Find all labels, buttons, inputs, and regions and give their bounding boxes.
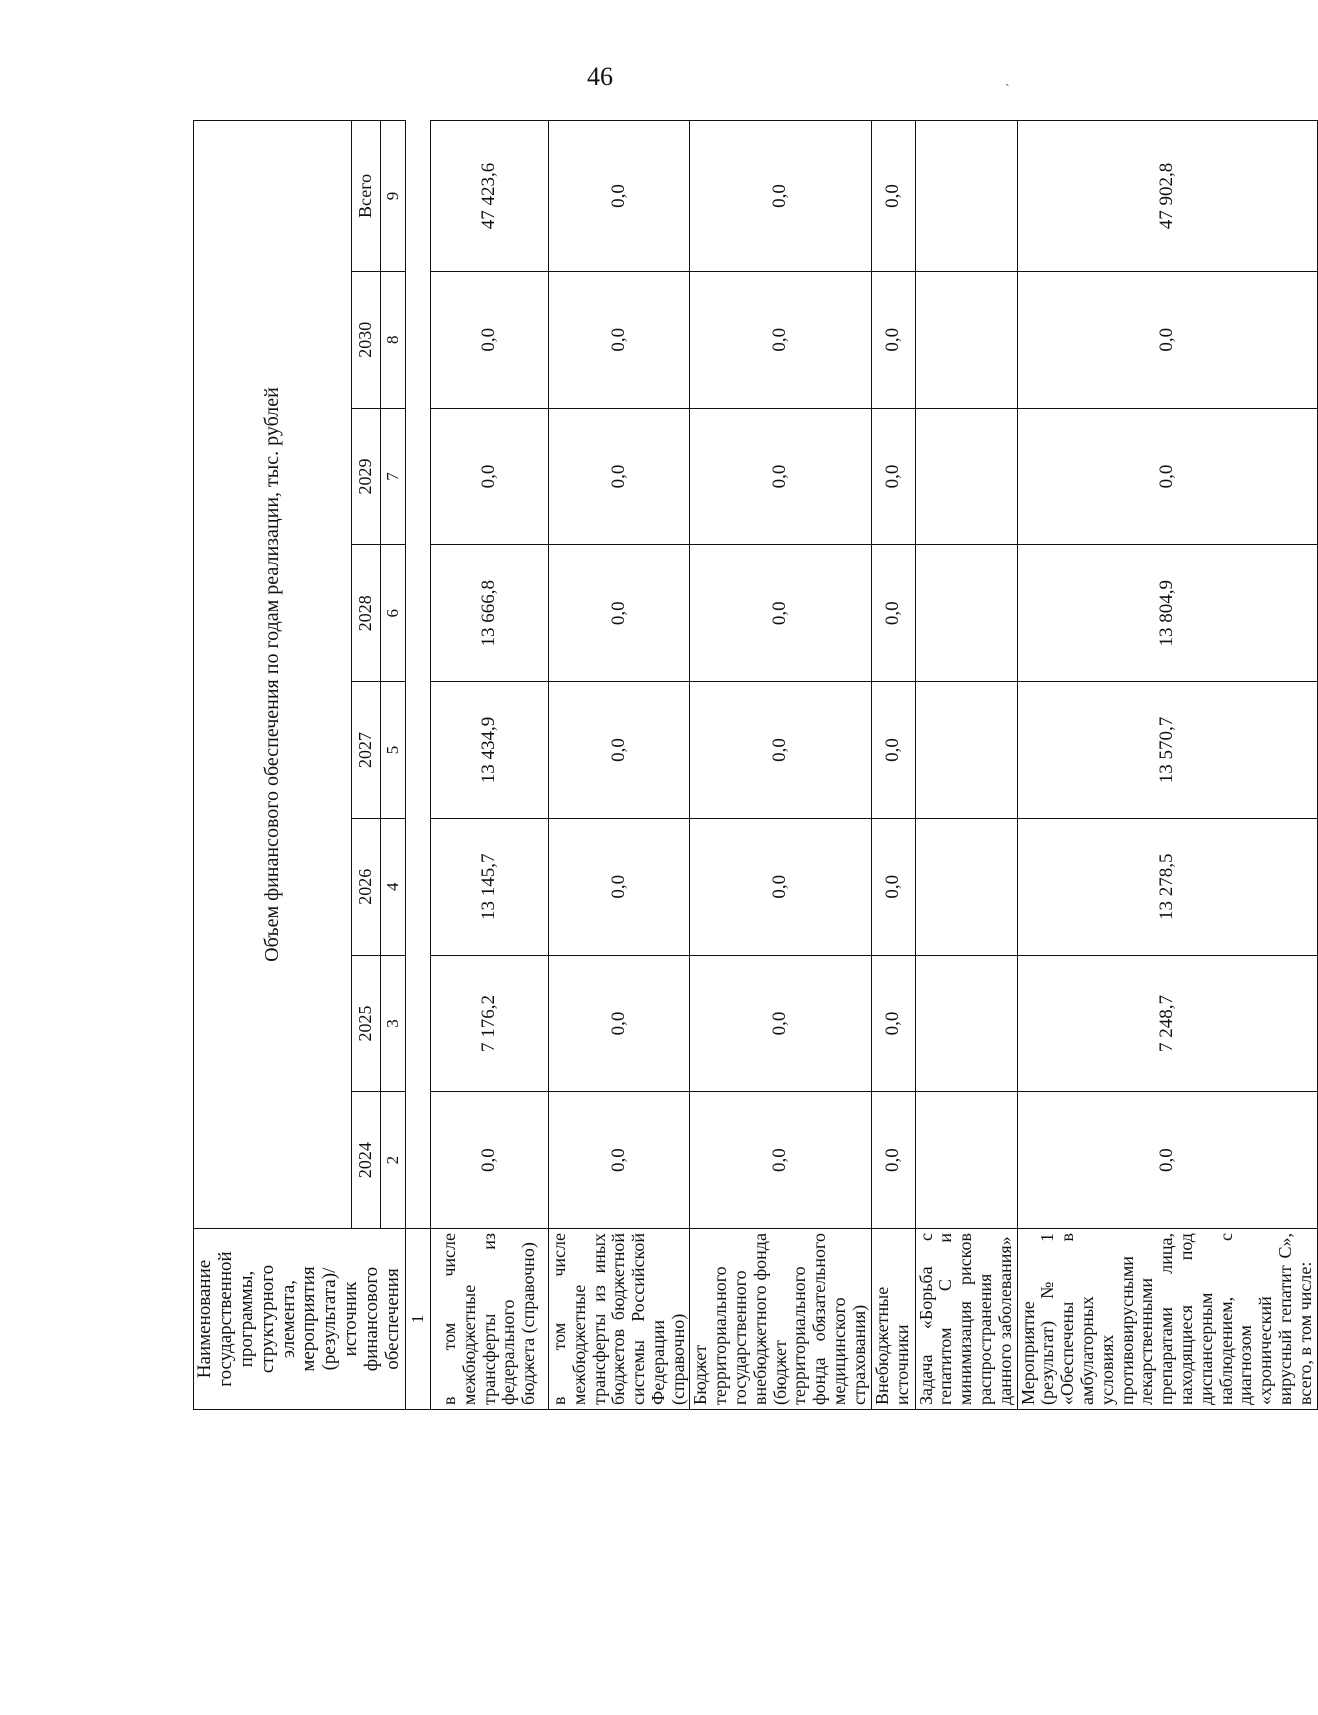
value-cell: 0,0 — [871, 818, 915, 955]
financing-table — [193, 120, 1318, 1410]
column-number: 3 — [380, 955, 405, 1092]
value-cell: 13 278,5 — [1017, 818, 1317, 955]
table-row — [430, 121, 548, 1410]
value-cell: 0,0 — [1017, 1092, 1317, 1229]
row-name: в том числе межбюджетные трансферты из иных бюджетов бюджетной системы Российской Федерации (справочно) — [548, 1229, 690, 1410]
value-cell — [915, 121, 1017, 272]
value-cell: 0,0 — [690, 818, 871, 955]
table-row — [915, 121, 1017, 1410]
header-financing-group: Объем финансового обеспечения по годам реализации, тыс. рублей — [194, 121, 352, 1229]
value-cell — [915, 1092, 1017, 1229]
rotated-table-frame — [193, 120, 1315, 1410]
header-year: 2026 — [351, 818, 380, 955]
value-cell: 0,0 — [690, 955, 871, 1092]
value-cell: 0,0 — [871, 271, 915, 408]
value-cell: 0,0 — [430, 1092, 548, 1229]
row-name: Задача «Борьба с гепатитом С и минимизация рисков распространения данного заболевания» — [915, 1229, 1017, 1410]
column-number: 2 — [380, 1092, 405, 1229]
header-year: 2028 — [351, 545, 380, 682]
row-name: Мероприятие (результат) № 1 «Обеспечены в амбулаторных условиях противовирусными лекарственными препаратами лица, находящиеся под диспансерным наблюдением, с диагнозом «хронический вирусный гепатит С», всего, в том числе: — [1017, 1229, 1317, 1410]
value-cell — [915, 682, 1017, 819]
scan-mark: ˎ — [1005, 72, 1010, 87]
table-row — [548, 121, 690, 1410]
value-cell: 0,0 — [430, 408, 548, 545]
value-cell — [915, 271, 1017, 408]
value-cell: 0,0 — [690, 1092, 871, 1229]
rotated-table-wrapper — [193, 120, 1315, 1410]
value-cell: 13 804,9 — [1017, 545, 1317, 682]
value-cell: 0,0 — [548, 955, 690, 1092]
value-cell: 0,0 — [690, 682, 871, 819]
column-number: 8 — [380, 271, 405, 408]
value-cell: 0,0 — [690, 271, 871, 408]
column-number: 6 — [380, 545, 405, 682]
value-cell: 0,0 — [430, 271, 548, 408]
value-cell: 0,0 — [690, 545, 871, 682]
column-number: 5 — [380, 682, 405, 819]
header-year: 2027 — [351, 682, 380, 819]
page-number: 46 — [587, 62, 613, 91]
header-year: 2024 — [351, 1092, 380, 1229]
value-cell: 0,0 — [1017, 408, 1317, 545]
value-cell: 0,0 — [548, 545, 690, 682]
value-cell: 0,0 — [548, 408, 690, 545]
value-cell — [915, 818, 1017, 955]
value-cell: 13 666,8 — [430, 545, 548, 682]
value-cell: 0,0 — [871, 121, 915, 272]
value-cell: 0,0 — [871, 408, 915, 545]
column-number: 1 — [405, 1229, 430, 1410]
value-cell — [915, 545, 1017, 682]
value-cell: 0,0 — [1017, 271, 1317, 408]
value-cell: 0,0 — [690, 408, 871, 545]
table-row — [690, 121, 871, 1410]
table-row — [1017, 121, 1317, 1410]
value-cell — [915, 408, 1017, 545]
value-cell: 0,0 — [871, 545, 915, 682]
value-cell: 0,0 — [871, 1092, 915, 1229]
value-cell: 0,0 — [548, 1092, 690, 1229]
table-row — [871, 121, 915, 1410]
row-name: Бюджет территориального государственного внебюджетного фонда (бюджет территориального фонда обязательного медицинского страхования) — [690, 1229, 871, 1410]
header-year: 2030 — [351, 271, 380, 408]
value-cell: 0,0 — [548, 818, 690, 955]
row-name: в том числе межбюджетные трансферты из федерального бюджета (справочно) — [430, 1229, 548, 1410]
header-year: 2025 — [351, 955, 380, 1092]
value-cell: 0,0 — [548, 682, 690, 819]
column-number: 7 — [380, 408, 405, 545]
value-cell — [915, 955, 1017, 1092]
value-cell: 47 902,8 — [1017, 121, 1317, 272]
column-number: 4 — [380, 818, 405, 955]
value-cell: 0,0 — [690, 121, 871, 272]
value-cell: 0,0 — [871, 682, 915, 819]
value-cell: 7 176,2 — [430, 955, 548, 1092]
header-name-column: Наименование государственной программы, структурного элемента, мероприятия (результата)/источник финансового обеспечения — [194, 1229, 406, 1410]
value-cell: 13 570,7 — [1017, 682, 1317, 819]
value-cell: 7 248,7 — [1017, 955, 1317, 1092]
column-number: 9 — [380, 121, 405, 272]
value-cell: 0,0 — [548, 271, 690, 408]
value-cell: 13 434,9 — [430, 682, 548, 819]
header-total: Всего — [351, 121, 380, 272]
value-cell: 47 423,6 — [430, 121, 548, 272]
header-year: 2029 — [351, 408, 380, 545]
value-cell: 13 145,7 — [430, 818, 548, 955]
value-cell: 0,0 — [548, 121, 690, 272]
value-cell: 0,0 — [871, 955, 915, 1092]
row-name: Внебюджетные источники — [871, 1229, 915, 1410]
